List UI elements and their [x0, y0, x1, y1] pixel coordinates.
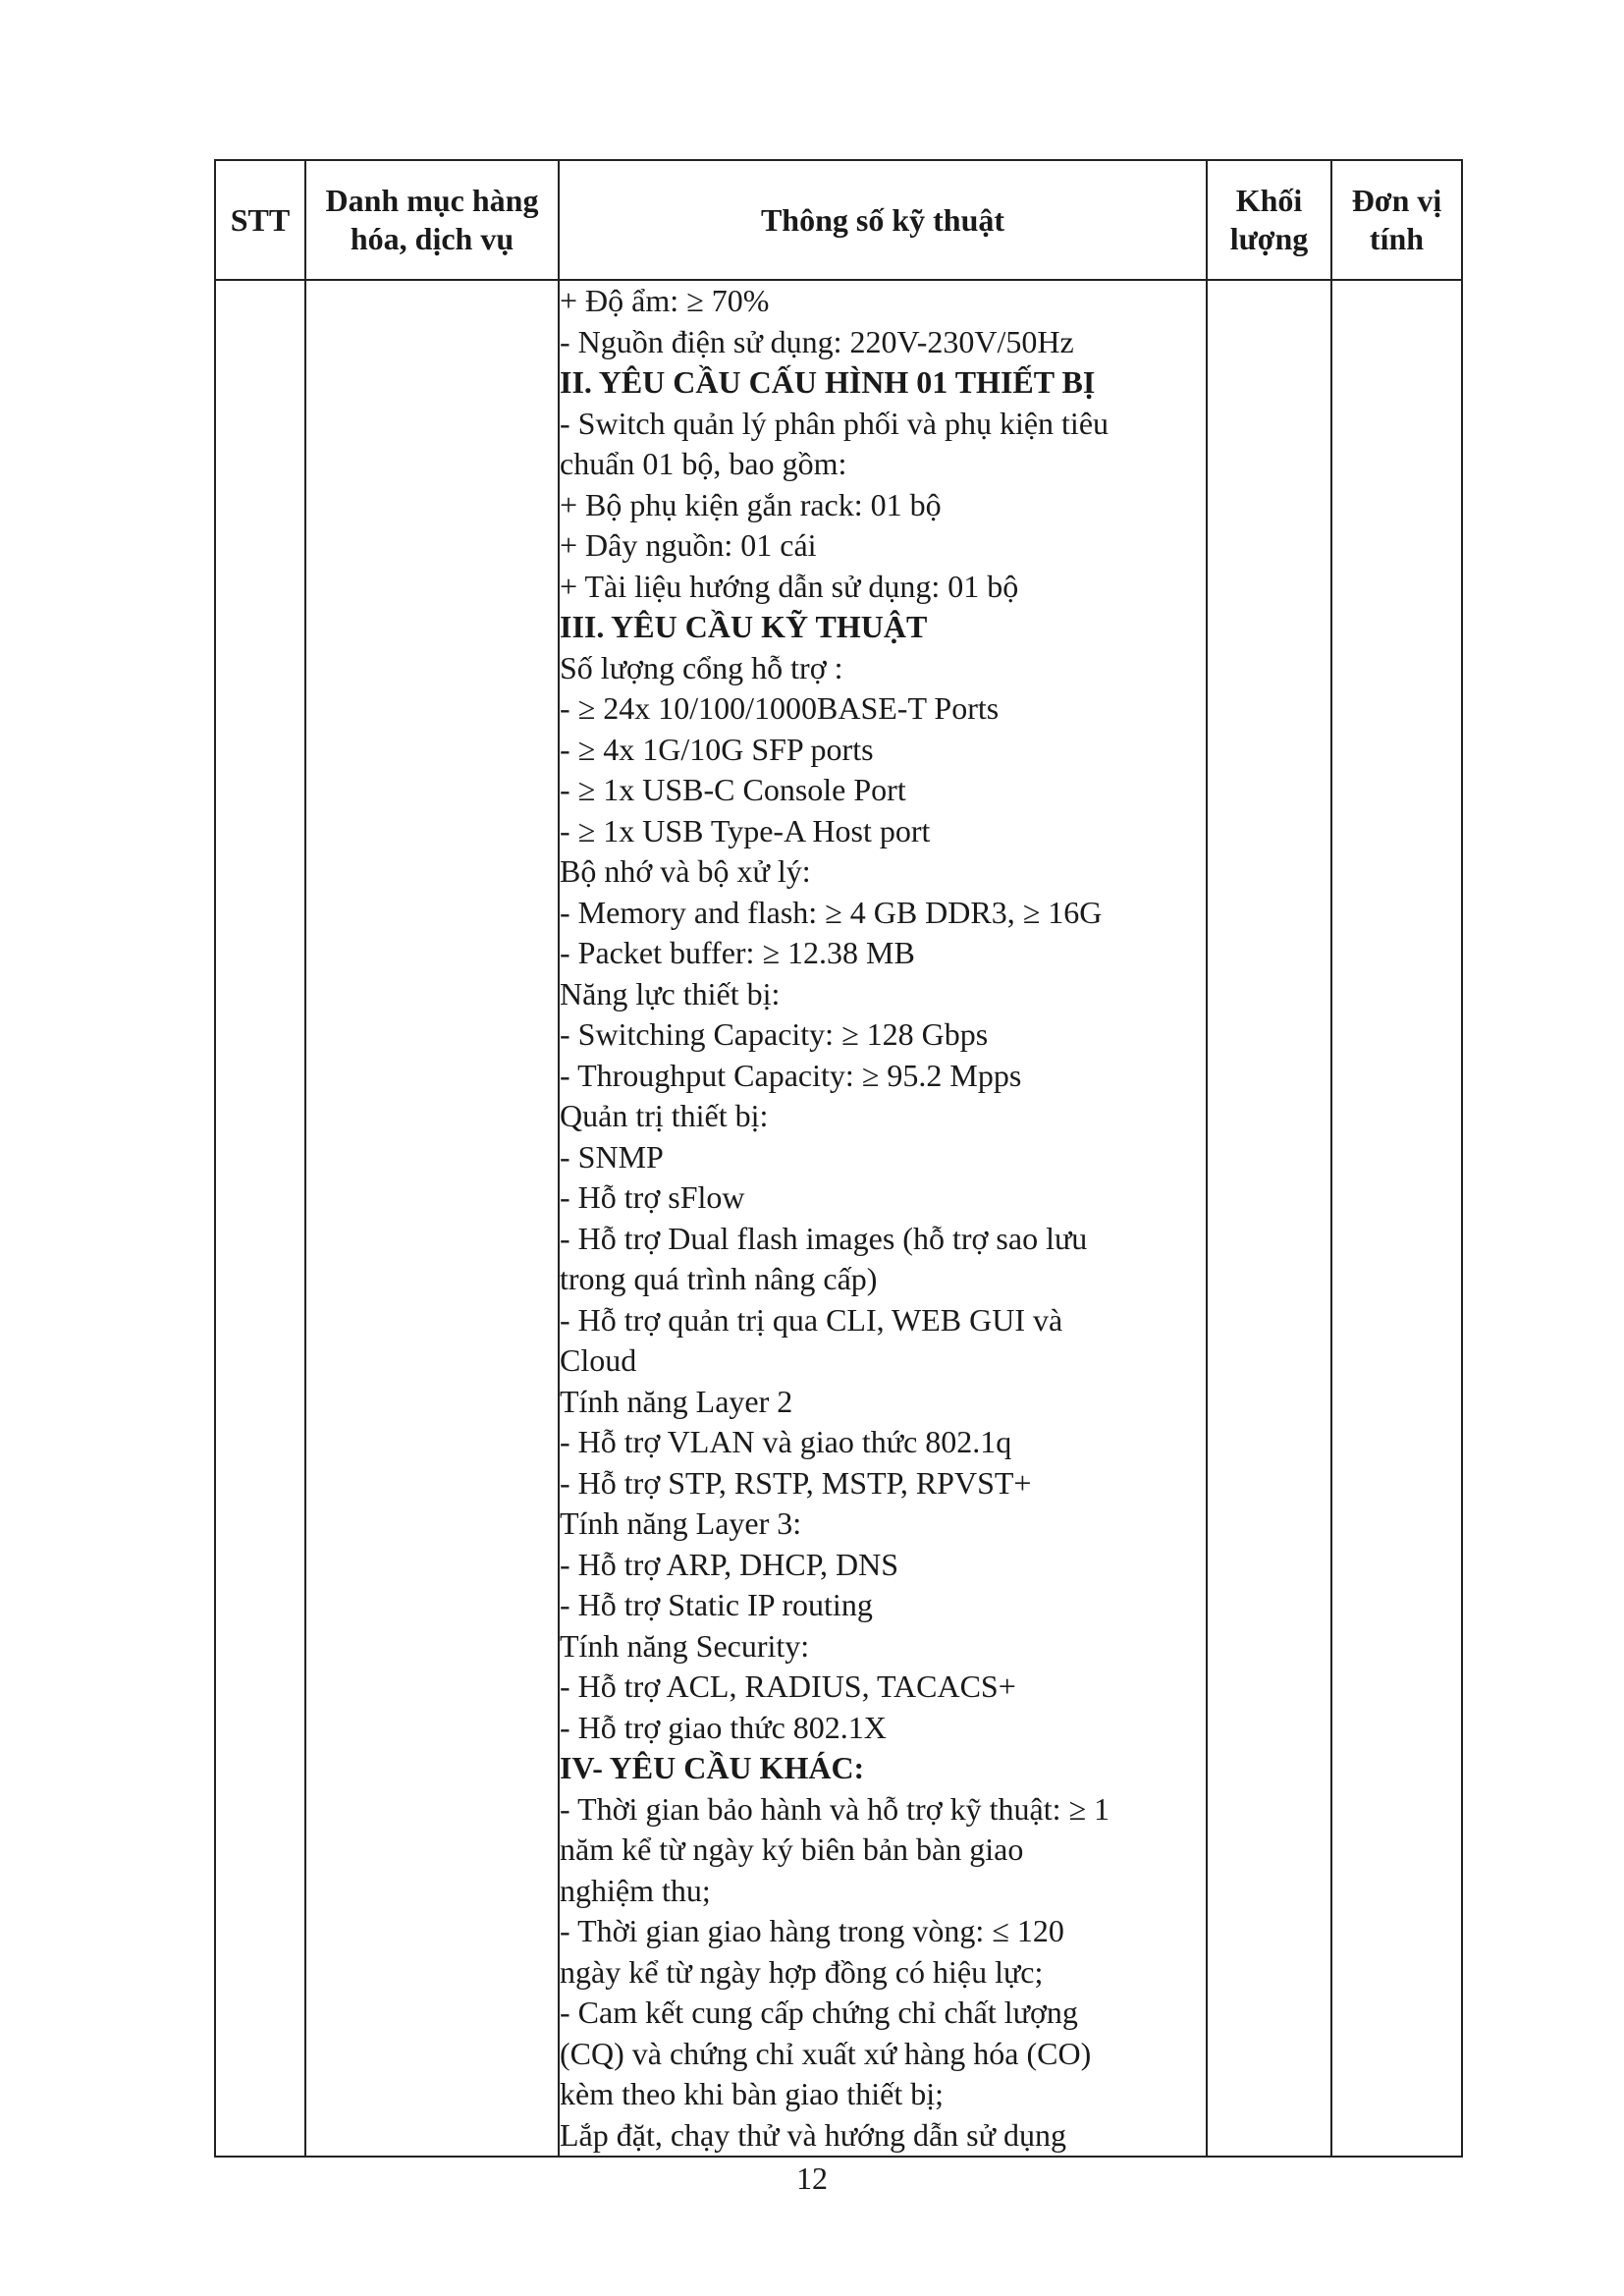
spec-line: - Switching Capacity: ≥ 128 Gbps: [560, 1016, 989, 1052]
spec-line: - Hỗ trợ ACL, RADIUS, TACACS+: [560, 1668, 1016, 1704]
spec-line: + Tài liệu hướng dẫn sử dụng: 01 bộ: [560, 568, 1019, 604]
spec-line: - Memory and flash: ≥ 4 GB DDR3, ≥ 16G: [560, 894, 1103, 930]
stt-cell: [215, 280, 305, 2157]
spec-line: - SNMP: [560, 1138, 664, 1175]
spec-line: - ≥ 24x 10/100/1000BASE-T Ports: [560, 690, 1000, 726]
spec-section-heading: IV- YÊU CẦU KHÁC:: [560, 1750, 865, 1785]
spec-section-heading: III. YÊU CẦU KỸ THUẬT: [560, 609, 928, 644]
spec-line: Năng lực thiết bị:: [560, 975, 781, 1011]
page-number: 12: [796, 2160, 828, 2196]
item-cell: [305, 280, 559, 2157]
header-stt: STT: [215, 160, 305, 280]
spec-line: - Nguồn điện sử dụng: 220V-230V/50Hz: [560, 323, 1074, 359]
spec-line: Quản trị thiết bị:: [560, 1098, 769, 1133]
quantity-cell: [1207, 280, 1331, 2157]
spec-line: ngày kể từ ngày hợp đồng có hiệu lực;: [560, 1953, 1044, 1990]
spec-line: - Throughput Capacity: ≥ 95.2 Mpps: [560, 1057, 1022, 1093]
table-header-row: [215, 160, 1462, 280]
spec-line: Tính năng Layer 3:: [560, 1505, 802, 1541]
spec-line: + Độ ẩm: ≥ 70%: [560, 283, 770, 318]
spec-line: - Thời gian giao hàng trong vòng: ≤ 120: [560, 1913, 1064, 1948]
spec-line: - Hỗ trợ Dual flash images (hỗ trợ sao lưu: [560, 1220, 1088, 1256]
spec-line: nghiệm thu;: [560, 1872, 711, 1908]
spec-line: kèm theo khi bàn giao thiết bị;: [560, 2076, 945, 2111]
header-item: Danh mục hàng hóa, dịch vụ: [305, 160, 559, 280]
spec-line: - ≥ 1x USB Type-A Host port: [560, 812, 931, 848]
spec-line: - Cam kết cung cấp chứng chỉ chất lượng: [560, 1995, 1078, 2030]
spec-line: - Hỗ trợ ARP, DHCP, DNS: [560, 1546, 898, 1582]
spec-line: - Switch quản lý phân phối và phụ kiện tiêu: [560, 405, 1110, 441]
spec-line: - Hỗ trợ giao thức 802.1X: [560, 1709, 887, 1745]
spec-line: - ≥ 4x 1G/10G SFP ports: [560, 731, 874, 767]
spec-cell: [559, 280, 1207, 2157]
spec-line: - Hỗ trợ quản trị qua CLI, WEB GUI và: [560, 1301, 1063, 1338]
header-unit: Đơn vị tính: [1331, 160, 1462, 280]
spec-line: - Hỗ trợ sFlow: [560, 1179, 745, 1215]
table-row: [215, 280, 1462, 2157]
unit-cell: [1331, 280, 1462, 2157]
spec-line: - Thời gian bảo hành và hỗ trợ kỹ thuật: ≥ 1: [560, 1790, 1110, 1827]
spec-line: - ≥ 1x USB-C Console Port: [560, 772, 906, 807]
spec-line: Tính năng Security:: [560, 1627, 810, 1664]
spec-line: Tính năng Layer 2: [560, 1383, 793, 1419]
spec-line: năm kể từ ngày ký biên bản bàn giao: [560, 1831, 1024, 1867]
header-spec: Thông số kỹ thuật: [559, 160, 1207, 280]
spec-line: chuẩn 01 bộ, bao gồm:: [560, 446, 847, 481]
spec-table: [214, 159, 1463, 2158]
spec-line: - Hỗ trợ VLAN và giao thức 802.1q: [560, 1424, 1012, 1459]
spec-line: trong quá trình nâng cấp): [560, 1261, 878, 1296]
spec-line: + Dây nguồn: 01 cái: [560, 527, 817, 563]
header-quantity: Khối lượng: [1207, 160, 1331, 280]
spec-line: Số lượng cổng hỗ trợ :: [560, 649, 843, 685]
spec-line: - Hỗ trợ STP, RSTP, MSTP, RPVST+: [560, 1464, 1032, 1501]
spec-line: - Hỗ trợ Static IP routing: [560, 1587, 873, 1622]
spec-line: Cloud: [560, 1342, 637, 1378]
spec-section-heading: II. YÊU CẦU CẤU HÌNH 01 THIẾT BỊ: [560, 364, 1096, 400]
spec-line: Lắp đặt, chạy thử và hướng dẫn sử dụng: [560, 2116, 1066, 2153]
spec-line: + Bộ phụ kiện gắn rack: 01 bộ: [560, 486, 942, 522]
spec-line: - Packet buffer: ≥ 12.38 MB: [560, 935, 915, 970]
spec-line: Bộ nhớ và bộ xử lý:: [560, 853, 811, 889]
spec-line: (CQ) và chứng chỉ xuất xứ hàng hóa (CO): [560, 2035, 1092, 2071]
